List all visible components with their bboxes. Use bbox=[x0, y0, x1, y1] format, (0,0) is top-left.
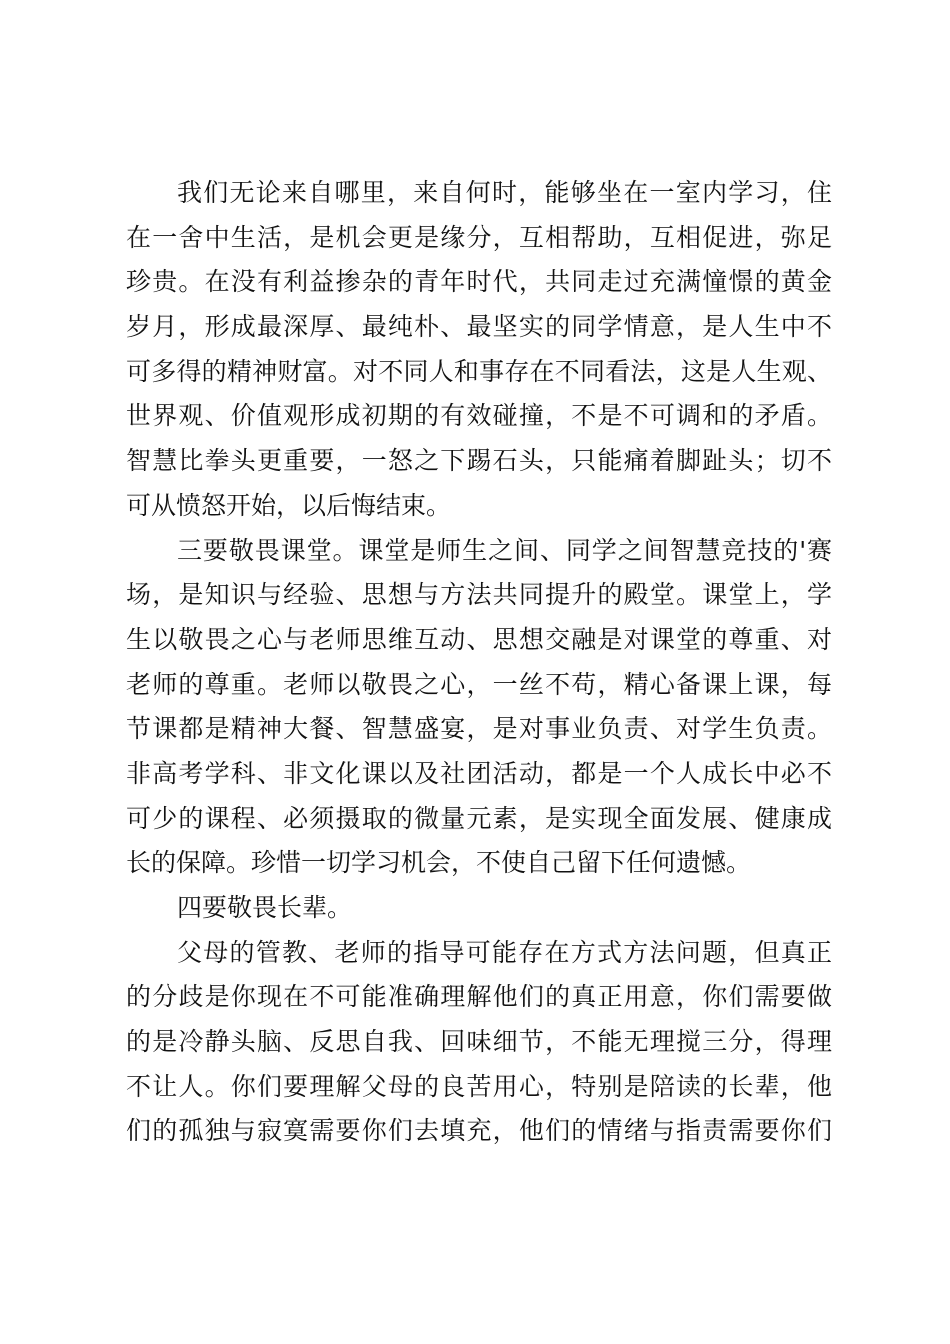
text-line: 三要敬畏课堂。课堂是师生之间、同学之间智慧竞技的'赛 bbox=[177, 535, 832, 565]
text-line: 不让人。你们要理解父母的良苦用心，特别是陪读的长辈，他 bbox=[126, 1071, 832, 1101]
document-body bbox=[126, 171, 832, 1154]
text-line: 世界观、价值观形成初期的有效碰撞，不是不可调和的矛盾。 bbox=[126, 401, 832, 431]
text-line: 岁月，形成最深厚、最纯朴、最坚实的同学情意，是人生中不 bbox=[126, 312, 832, 342]
text-line: 父母的管教、老师的指导可能存在方式方法问题，但真正 bbox=[177, 937, 832, 967]
text-line: 在一舍中生活，是机会更是缘分，互相帮助，互相促进，弥足 bbox=[126, 222, 832, 252]
text-line: 场，是知识与经验、思想与方法共同提升的殿堂。课堂上，学 bbox=[126, 580, 832, 610]
text-line: 节课都是精神大餐、智慧盛宴，是对事业负责、对学生负责。 bbox=[126, 714, 832, 744]
text-line: 可从愤怒开始，以后悔结束。 bbox=[126, 490, 452, 520]
text-line: 老师的尊重。老师以敬畏之心，一丝不苟，精心备课上课，每 bbox=[126, 669, 832, 699]
text-line: 们的孤独与寂寞需要你们去填充，他们的情绪与指责需要你们 bbox=[126, 1116, 832, 1146]
text-line: 的是冷静头脑、反思自我、回味细节，不能无理搅三分，得理 bbox=[126, 1027, 832, 1057]
text-line: 的分歧是你现在不可能准确理解他们的真正用意，你们需要做 bbox=[126, 982, 832, 1012]
text-line: 生以敬畏之心与老师思维互动、思想交融是对课堂的尊重、对 bbox=[126, 624, 832, 654]
text-line: 可多得的精神财富。对不同人和事存在不同看法，这是人生观、 bbox=[126, 356, 832, 386]
section-heading: 四要敬畏长辈。 bbox=[177, 893, 353, 922]
text-line: 可少的课程、必须摄取的微量元素，是实现全面发展、健康成 bbox=[126, 803, 832, 833]
text-line: 我们无论来自哪里，来自何时，能够坐在一室内学习，住 bbox=[177, 178, 832, 207]
text-line: 非高考学科、非文化课以及社团活动，都是一个人成长中必不 bbox=[126, 758, 832, 788]
text-line: 珍贵。在没有利益掺杂的青年时代，共同走过充满憧憬的黄金 bbox=[126, 267, 832, 297]
text-line: 智慧比拳头更重要，一怒之下踢石头，只能痛着脚趾头；切不 bbox=[126, 446, 832, 476]
text-line: 长的保障。珍惜一切学习机会，不使自己留下任何遗憾。 bbox=[126, 848, 752, 878]
